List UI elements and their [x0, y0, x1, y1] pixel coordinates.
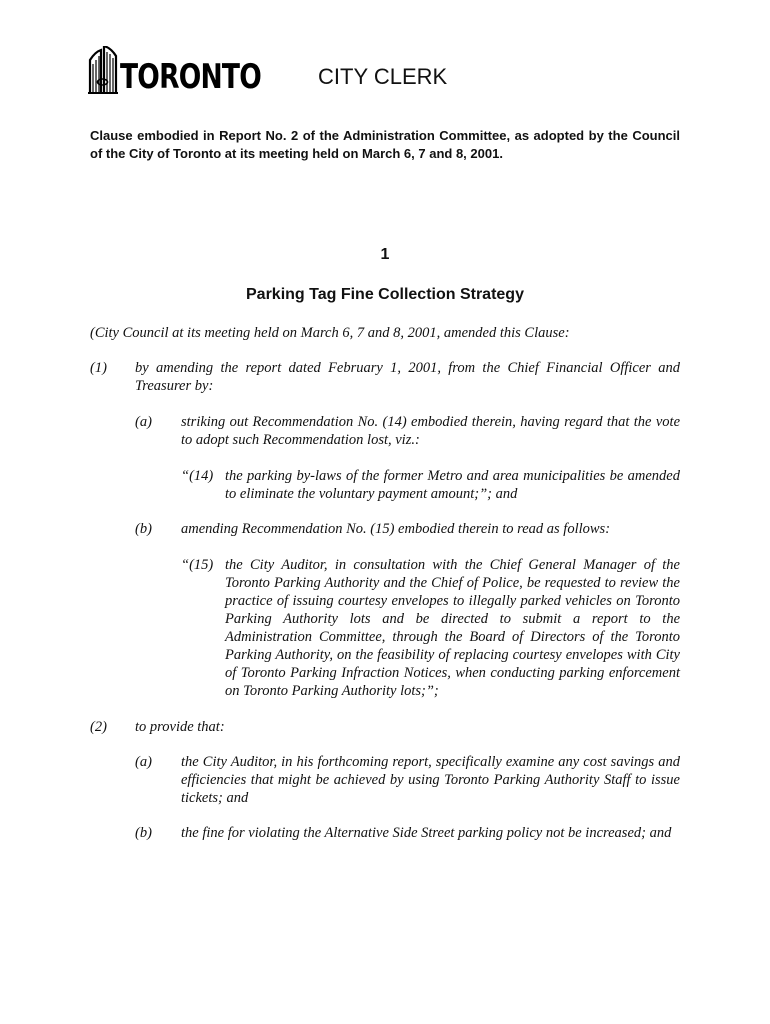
toronto-logo [88, 46, 301, 97]
clause-number: 1 [380, 246, 390, 263]
quote-14-text: the parking by-laws of the former Metro and area municipalities be amended to eliminate the voluntary payment amount;”; and [225, 468, 680, 502]
item-2a-text: the City Auditor, in his forthcoming report, specifically examine any cost savings and efficiencies that might be achieved by using Toronto Parking Authority Staff to issue tickets; and [181, 754, 680, 806]
item-1a-label: (a) [135, 414, 152, 430]
item-1a-text: striking out Recommendation No. (14) embodied therein, having regard that the vote to adopt such Recommendation lost, viz.: [181, 414, 680, 448]
amendment-intro: (City Council at its meeting held on March 6, 7 and 8, 2001, amended this Clause: [90, 325, 570, 341]
item-2b-label: (b) [135, 825, 152, 841]
item-2-label: (2) [90, 719, 107, 735]
page-title: CITY CLERK [318, 64, 448, 89]
item-1-label: (1) [90, 360, 107, 376]
logo-wordmark: TORONTO [120, 57, 261, 97]
clause-title: Parking Tag Fine Collection Strategy [246, 286, 524, 303]
item-1b-text: amending Recommendation No. (15) embodied therein to read as follows: [181, 521, 611, 537]
item-1-text: by amending the report dated February 1, 2001, from the Chief Financial Officer and Treasurer by: [135, 360, 680, 394]
quote-recommendation-15 [181, 556, 680, 700]
quote-15-text: the City Auditor, in consultation with the Chief General Manager of the Toronto Parking Authority and the Chief of Police, be requested to review the practice of issuing courtesy envelopes to illegally parked vehicles on Toronto Parking Authority lots and be directed to submit a report to the Administration Committee, through the Board of Directors of the Toronto Parking Authority, on the feasibility of replacing courtesy envelopes with City of Toronto Parking Infraction Notices, when conducting parking enforcement on Toronto Parking Authority lots;”; [225, 557, 680, 699]
city-hall-logo-icon [88, 46, 118, 94]
item-1b-label: (b) [135, 521, 152, 537]
quote-15-label: “(15) [181, 557, 214, 573]
item-2a-label: (a) [135, 754, 152, 770]
item-2b-text: the fine for violating the Alternative Side Street parking policy not be increased; and [181, 825, 672, 841]
clause-intro: Clause embodied in Report No. 2 of the Administration Committee, as adopted by the Council of the City of Toronto at its meeting held on March 6, 7 and 8, 2001. [90, 128, 680, 161]
quote-14-label: “(14) [181, 468, 214, 484]
item-2-text: to provide that: [135, 719, 225, 735]
quote-recommendation-14 [181, 467, 680, 503]
